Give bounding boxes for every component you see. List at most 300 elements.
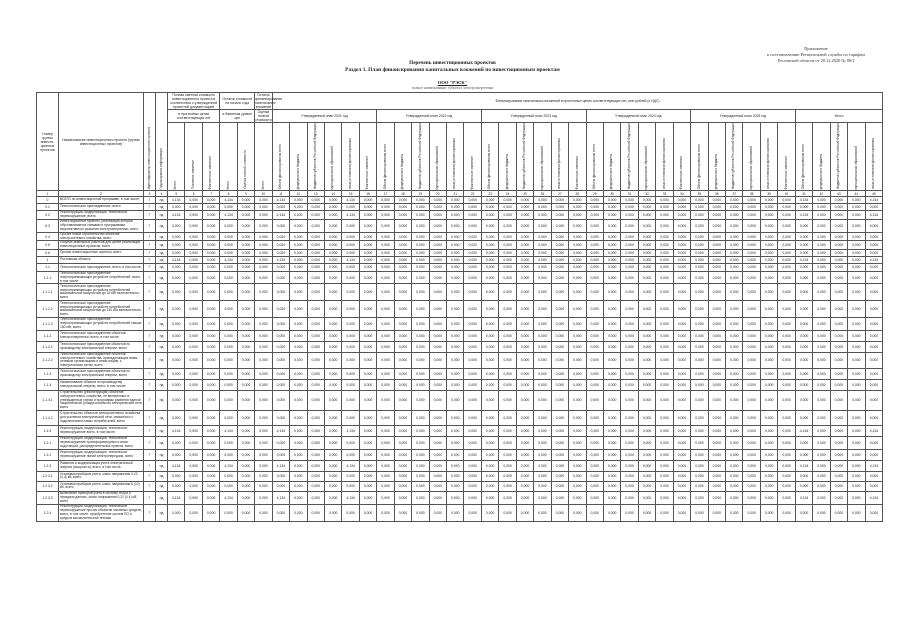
value-cell: 0,000	[743, 481, 760, 491]
value-cell: 0,000	[813, 425, 830, 436]
value-cell: 0,000	[603, 232, 620, 241]
value-cell: 0,000	[691, 379, 708, 390]
value-cell: 0,000	[726, 271, 743, 283]
value-cell: 0,000	[237, 481, 254, 491]
value-cell: 0,000	[220, 249, 237, 256]
value-cell: 0,000	[516, 491, 533, 504]
value-cell: 0,000	[447, 271, 464, 283]
value-cell: 0,000	[220, 263, 237, 271]
header-year-2025: Утвержденный план 2025 год	[691, 110, 796, 123]
approval-line: Ростовской области от 29.12.2020 № 88/2	[777, 58, 855, 63]
subheader-cell: муниципальных образований	[534, 123, 551, 191]
row-id: Г	[144, 471, 156, 481]
value-cell: 0,000	[185, 197, 202, 204]
value-cell: 0,000	[743, 197, 760, 204]
value-cell: 0,000	[272, 341, 289, 352]
value-cell: 0,000	[813, 341, 830, 352]
value-cell: 0,000	[656, 219, 673, 232]
value-cell: 0,000	[656, 425, 673, 436]
value-cell: 0,000	[447, 219, 464, 232]
value-cell: 0,000	[237, 232, 254, 241]
value-cell: 0,000	[830, 352, 847, 368]
value-cell: 0,000	[603, 249, 620, 256]
value-cell: 0,000	[551, 481, 568, 491]
value-cell: 0,000	[202, 256, 219, 263]
value-cell: 0,000	[255, 211, 272, 220]
value-cell: 0,000	[464, 271, 481, 283]
value-cell: 0,000	[534, 460, 551, 471]
value-cell: 0,000	[691, 318, 708, 330]
value-cell: 0,000	[638, 197, 655, 204]
value-cell: 0,000	[377, 379, 394, 390]
value-cell: 0,000	[760, 256, 777, 263]
value-cell: 0,000	[272, 379, 289, 390]
value-cell: 0,000	[412, 436, 429, 449]
value-cell: 0,000	[760, 436, 777, 449]
row-year: нд	[156, 219, 168, 232]
value-cell: 0,000	[621, 390, 638, 410]
value-cell: 0,000	[569, 219, 586, 232]
row-id: Г	[144, 263, 156, 271]
value-cell: 0,000	[168, 410, 185, 425]
value-cell: 0,000	[656, 390, 673, 410]
value-cell: 0,000	[760, 379, 777, 390]
value-cell: 0,000	[255, 284, 272, 301]
value-cell: 0,000	[726, 301, 743, 318]
subheader-cell: иных источников финансирования	[342, 123, 359, 191]
row-id: Г	[144, 481, 156, 491]
value-cell: 0,000	[848, 232, 865, 241]
value-cell: 0,000	[255, 249, 272, 256]
value-cell: 0,000	[795, 263, 812, 271]
value-cell: 0,000	[569, 256, 586, 263]
value-cell: 0,000	[237, 284, 254, 301]
value-cell: 0,000	[377, 211, 394, 220]
value-cell: 0,000	[569, 284, 586, 301]
value-cell: 0,000	[324, 425, 341, 436]
value-cell: 0,000	[429, 211, 446, 220]
value-cell: 0,000	[220, 368, 237, 379]
row-name: Реконструкция, модернизация, техническое перевооружение прочих объектов основных средств, всего, в том числе: приобретение систем ПО и средств вычислительной техники	[60, 504, 142, 520]
value-cell: 0,000	[551, 271, 568, 283]
value-cell: 0,000	[551, 232, 568, 241]
column-number: 6	[185, 191, 202, 197]
value-cell: 0,000	[272, 330, 289, 341]
table-row	[37, 436, 883, 449]
row-year: нд	[156, 330, 168, 341]
value-cell: 0,000	[394, 301, 411, 318]
value-cell: 0,000	[429, 256, 446, 263]
row-id: Г	[144, 449, 156, 460]
value-cell: 0,000	[324, 284, 341, 301]
column-number: 5	[168, 191, 185, 197]
value-cell: 0,000	[656, 504, 673, 521]
value-cell: 0,000	[447, 318, 464, 330]
value-cell: 0,000	[726, 341, 743, 352]
value-cell: 0,000	[691, 425, 708, 436]
value-cell: 0,000	[499, 471, 516, 481]
row-name: Включение приборов учета в систему сбора и передачи данных, класс напряжения 0,22 (0,4) кВ, всего	[59, 491, 144, 504]
value-cell: 0,000	[569, 504, 586, 521]
value-cell: 0,000	[586, 219, 603, 232]
value-cell: 4,134	[342, 256, 359, 263]
value-cell: 0,000	[447, 204, 464, 211]
subheader-cell: федерального бюджета	[499, 123, 516, 191]
row-number: 1.2.3	[37, 460, 59, 471]
value-cell: 0,000	[551, 263, 568, 271]
row-id: Г	[144, 271, 156, 283]
value-cell: 0,000	[673, 436, 690, 449]
table-row	[37, 491, 883, 504]
value-cell: 0,000	[830, 436, 847, 449]
value-cell: 0,000	[377, 263, 394, 271]
row-number: 1.1.1.2	[37, 301, 59, 318]
value-cell: 0,000	[795, 341, 812, 352]
value-cell: 4,134	[220, 491, 237, 504]
value-cell: 0,000	[464, 232, 481, 241]
value-cell: 0,000	[429, 449, 446, 460]
value-cell: 0,000	[447, 379, 464, 390]
value-cell: 0,000	[202, 481, 219, 491]
value-cell: 0,000	[499, 256, 516, 263]
value-cell: 4,134	[220, 211, 237, 220]
row-number: 0.3	[37, 219, 59, 232]
value-cell: 0,000	[185, 449, 202, 460]
value-cell: 0,000	[848, 410, 865, 425]
row-year: нд	[156, 425, 168, 436]
value-cell: 0,000	[516, 390, 533, 410]
value-cell: 0,000	[255, 410, 272, 425]
value-cell: 0,000	[569, 390, 586, 410]
value-cell: 0,000	[865, 379, 883, 390]
value-cell: 0,000	[551, 368, 568, 379]
value-cell: 0,000	[673, 481, 690, 491]
value-cell: 0,000	[272, 204, 289, 211]
value-cell: 0,000	[830, 241, 847, 250]
value-cell: 0,000	[481, 368, 498, 379]
value-cell: 0,000	[708, 271, 725, 283]
value-cell: 0,000	[464, 491, 481, 504]
value-cell: 0,000	[551, 204, 568, 211]
value-cell: 0,000	[481, 263, 498, 271]
value-cell: 0,000	[359, 271, 376, 283]
value-cell: 0,000	[778, 232, 795, 241]
value-cell: 0,000	[168, 330, 185, 341]
value-cell: 0,000	[290, 425, 307, 436]
value-cell: 0,000	[638, 241, 655, 250]
value-cell: 0,000	[534, 232, 551, 241]
value-cell: 0,000	[708, 460, 725, 471]
value-cell: 0,000	[673, 249, 690, 256]
value-cell: 0,000	[168, 341, 185, 352]
value-cell: 0,000	[638, 491, 655, 504]
value-cell: 0,000	[848, 211, 865, 220]
column-number: 32	[638, 191, 655, 197]
value-cell: 4,134	[795, 211, 812, 220]
value-cell: 0,000	[743, 341, 760, 352]
column-number: 7	[202, 191, 219, 197]
value-cell: 0,000	[220, 271, 237, 283]
value-cell: 0,000	[830, 504, 847, 521]
value-cell: 0,000	[202, 460, 219, 471]
value-cell: 0,000	[202, 504, 219, 521]
value-cell: 0,000	[168, 263, 185, 271]
value-cell: 0,000	[638, 211, 655, 220]
value-cell: 0,000	[168, 284, 185, 301]
value-cell: 0,000	[603, 460, 620, 471]
value-cell: 0,000	[516, 471, 533, 481]
value-cell: 0,000	[865, 263, 883, 271]
value-cell: 0,000	[290, 318, 307, 330]
column-number: 1	[37, 191, 59, 197]
value-cell: 0,000	[324, 449, 341, 460]
value-cell: 0,000	[516, 449, 533, 460]
approval-line: к постановлению Региональной службы по тарифам	[767, 52, 865, 57]
subheader-cell: бюджетов субъектов Российской Федерации	[726, 123, 743, 191]
row-id: Г	[144, 301, 156, 318]
value-cell: 0,000	[534, 318, 551, 330]
value-cell: 4,134	[342, 491, 359, 504]
value-cell: 0,000	[307, 211, 324, 220]
value-cell: 0,000	[394, 352, 411, 368]
value-cell: 4,134	[168, 491, 185, 504]
value-cell: 0,000	[220, 436, 237, 449]
value-cell: 0,000	[499, 436, 516, 449]
column-number: 18	[394, 191, 411, 197]
value-cell: 0,000	[499, 330, 516, 341]
value-cell: 0,000	[185, 330, 202, 341]
value-cell: 0,000	[534, 263, 551, 271]
value-cell: 0,000	[464, 284, 481, 301]
value-cell: 0,000	[673, 204, 690, 211]
value-cell: 0,000	[795, 249, 812, 256]
value-cell: 0,000	[377, 249, 394, 256]
value-cell: 0,000	[237, 263, 254, 271]
subheader-cell: Фактическое значение	[464, 123, 481, 191]
value-cell: 0,000	[551, 352, 568, 368]
value-cell: 0,000	[220, 232, 237, 241]
value-cell: 0,000	[534, 425, 551, 436]
row-name: Технологическое присоединение, всего, в том числе:	[59, 263, 144, 271]
table-row	[37, 263, 883, 271]
table-row	[37, 449, 883, 460]
value-cell: 0,000	[778, 390, 795, 410]
value-cell: 0,000	[778, 449, 795, 460]
value-cell: 0,000	[342, 301, 359, 318]
value-cell: 0,000	[377, 425, 394, 436]
value-cell: 4,134	[865, 211, 883, 220]
value-cell: 0,000	[691, 449, 708, 460]
value-cell: 0,000	[168, 368, 185, 379]
value-cell: 0,000	[237, 368, 254, 379]
value-cell: 0,000	[429, 491, 446, 504]
value-cell: 0,000	[499, 425, 516, 436]
value-cell: 0,000	[429, 379, 446, 390]
value-cell: 0,000	[499, 197, 516, 204]
value-cell: 0,000	[481, 219, 498, 232]
value-cell: 0,000	[848, 271, 865, 283]
value-cell: 0,000	[603, 219, 620, 232]
value-cell: 0,000	[185, 271, 202, 283]
value-cell: 4,134	[220, 197, 237, 204]
header-year-2024: Утвержденный план 2024 год	[586, 110, 691, 123]
value-cell: 0,000	[726, 330, 743, 341]
value-cell: 0,000	[255, 481, 272, 491]
value-cell: 0,000	[447, 410, 464, 425]
row-number: 1.2.3.1	[37, 471, 59, 481]
subheader-cell: бюджетов субъектов Российской Федерации	[412, 123, 429, 191]
value-cell: 0,000	[656, 197, 673, 204]
value-cell: 0,000	[447, 211, 464, 220]
value-cell: 0,000	[638, 284, 655, 301]
value-cell: 0,000	[778, 256, 795, 263]
value-cell: 0,000	[760, 352, 777, 368]
value-cell: 0,000	[394, 491, 411, 504]
value-cell: 0,000	[656, 341, 673, 352]
value-cell: 0,000	[551, 504, 568, 521]
value-cell: 0,000	[324, 471, 341, 481]
value-cell: 0,000	[621, 256, 638, 263]
value-cell: 0,000	[447, 256, 464, 263]
value-cell: 0,000	[813, 211, 830, 220]
value-cell: 0,000	[185, 410, 202, 425]
value-cell: 0,000	[848, 425, 865, 436]
value-cell: 0,000	[691, 460, 708, 471]
value-cell: 0,000	[778, 471, 795, 481]
value-cell: 0,000	[412, 481, 429, 491]
value-cell: 0,000	[865, 330, 883, 341]
value-cell: 0,000	[290, 460, 307, 471]
organization-name: ООО "РЭСК"	[437, 80, 468, 85]
value-cell: 0,000	[394, 318, 411, 330]
value-cell: 0,000	[255, 449, 272, 460]
column-number: 11	[272, 191, 289, 197]
subheader-cell: бюджетов субъектов Российской Федерации	[307, 123, 324, 191]
value-cell: 0,000	[795, 379, 812, 390]
row-id: Г	[144, 390, 156, 410]
value-cell: 0,000	[307, 256, 324, 263]
value-cell: 0,000	[447, 197, 464, 204]
value-cell: 0,000	[848, 241, 865, 250]
value-cell: 0,000	[743, 219, 760, 232]
value-cell: 0,000	[499, 284, 516, 301]
value-cell: 0,000	[813, 263, 830, 271]
subheader-cell: Фактическое значение	[569, 123, 586, 191]
value-cell: 0,000	[412, 301, 429, 318]
value-cell: 0,000	[447, 436, 464, 449]
value-cell: 0,000	[708, 481, 725, 491]
value-cell: 0,000	[394, 379, 411, 390]
value-cell: 0,000	[185, 211, 202, 220]
value-cell: 4,134	[865, 256, 883, 263]
value-cell: 0,000	[499, 301, 516, 318]
value-cell: 0,000	[586, 352, 603, 368]
value-cell: 0,000	[429, 352, 446, 368]
value-cell: 0,000	[638, 481, 655, 491]
value-cell: 4,134	[342, 425, 359, 436]
subheader-cell: бюджетов субъектов Российской Федерации	[621, 123, 638, 191]
value-cell: 0,000	[708, 197, 725, 204]
value-cell: 0,000	[551, 284, 568, 301]
value-cell: 0,000	[202, 341, 219, 352]
value-cell: 0,000	[830, 330, 847, 341]
value-cell: 0,000	[726, 219, 743, 232]
value-cell: 0,000	[237, 425, 254, 436]
value-cell: 0,000	[342, 410, 359, 425]
value-cell: 0,000	[290, 211, 307, 220]
table-row	[37, 249, 883, 256]
value-cell: 0,000	[272, 390, 289, 410]
value-cell: 0,000	[499, 460, 516, 471]
row-number: 0.2	[37, 211, 59, 220]
value-cell: 0,000	[377, 284, 394, 301]
value-cell: 0,000	[499, 491, 516, 504]
value-cell: 4,134	[865, 460, 883, 471]
value-cell: 0,000	[185, 318, 202, 330]
table-row	[37, 379, 883, 390]
table-row	[37, 318, 883, 330]
value-cell: 0,000	[464, 368, 481, 379]
value-cell: 0,000	[499, 241, 516, 250]
value-cell: 0,000	[412, 368, 429, 379]
value-cell: 0,000	[743, 449, 760, 460]
value-cell: 0,000	[359, 352, 376, 368]
value-cell: 0,000	[830, 211, 847, 220]
value-cell: 0,000	[429, 504, 446, 521]
value-cell: 0,000	[848, 256, 865, 263]
row-number: 1	[37, 256, 59, 263]
value-cell: 0,000	[534, 410, 551, 425]
value-cell: 0,000	[394, 219, 411, 232]
value-cell: 0,000	[237, 390, 254, 410]
value-cell: 0,000	[621, 241, 638, 250]
value-cell: 0,000	[516, 481, 533, 491]
value-cell: 0,000	[743, 263, 760, 271]
header-year-2023: Утвержденный план 2023 год	[481, 110, 586, 123]
value-cell: 0,000	[202, 449, 219, 460]
value-cell: 0,000	[237, 241, 254, 250]
value-cell: 0,000	[447, 390, 464, 410]
value-cell: 0,000	[290, 491, 307, 504]
value-cell: 0,000	[307, 460, 324, 471]
value-cell: 0,000	[795, 318, 812, 330]
value-cell: 0,000	[603, 379, 620, 390]
value-cell: 0,000	[377, 410, 394, 425]
value-cell: 0,000	[603, 197, 620, 204]
value-cell: 0,000	[603, 330, 620, 341]
value-cell: 0,000	[760, 425, 777, 436]
value-cell: 0,000	[743, 471, 760, 481]
value-cell: 0,000	[603, 211, 620, 220]
value-cell: 0,000	[394, 368, 411, 379]
value-cell: 4,134	[342, 460, 359, 471]
value-cell: 0,000	[586, 390, 603, 410]
row-id: Г	[144, 460, 156, 471]
value-cell: 0,000	[830, 449, 847, 460]
value-cell: 0,000	[202, 211, 219, 220]
value-cell: 0,000	[534, 491, 551, 504]
row-number: 1.1.2.2	[37, 352, 59, 368]
value-cell: 0,000	[726, 436, 743, 449]
value-cell: 0,000	[499, 219, 516, 232]
value-cell: 0,000	[272, 471, 289, 481]
row-name: Технологическое присоединение объектов по производству электрической энергии, всего	[59, 341, 144, 352]
value-cell: 0,000	[412, 460, 429, 471]
value-cell: 0,000	[673, 263, 690, 271]
value-cell: 0,000	[830, 301, 847, 318]
value-cell: 0,000	[412, 219, 429, 232]
table-row	[37, 232, 883, 241]
